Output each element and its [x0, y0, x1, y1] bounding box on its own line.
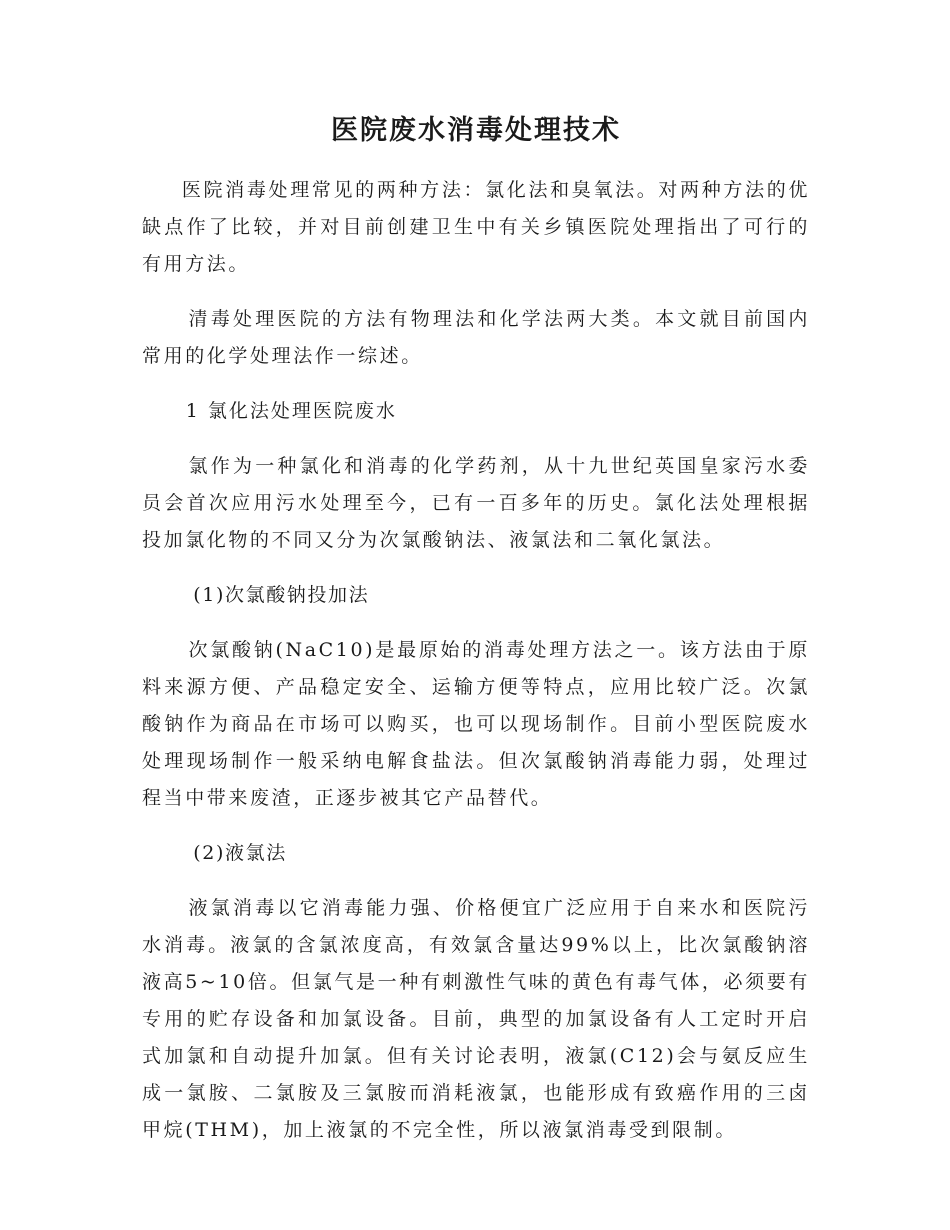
paragraph-chlorination-history: 氯作为一种氯化和消毒的化学药剂，从十九世纪英国皇家污水委员会首次应用污水处理至今，已有一百多年的历史。氯化法处理根据投加氯化物的不同又分为次氯酸钠法、液氯法和二氧化氯法。 [142, 455, 810, 551]
paragraph-methods-overview: 清毒处理医院的方法有物理法和化学法两大类。本文就目前国内常用的化学处理法作一综述。 [142, 308, 810, 367]
subheading-liquid-chlorine: (2)液氯法 [193, 842, 287, 864]
intro-paragraph: 医院消毒处理常见的两种方法：氯化法和臭氧法。对两种方法的优缺点作了比较，并对目前创建卫生中有关乡镇医院处理指出了可行的有用方法。 [142, 179, 810, 275]
section-heading-chlorination: 1 氯化法处理医院废水 [185, 400, 397, 422]
paragraph-sodium-hypochlorite: 次氯酸钠(NaC10)是最原始的消毒处理方法之一。该方法由于原料来源方便、产品稳定安全、运输方便等特点，应用比较广泛。次氯酸钠作为商品在市场可以购买，也可以现场制作。目前小型医院废水处理现场制作一般采纳电解食盐法。但次氯酸钠消毒能力弱，处理过程当中带来废渣，正逐步被其它产品替代。 [142, 639, 810, 809]
document-title: 医院废水消毒处理技术 [331, 115, 621, 146]
subheading-sodium-hypochlorite: (1)次氯酸钠投加法 [193, 584, 370, 606]
paragraph-liquid-chlorine: 液氯消毒以它消毒能力强、价格便宜广泛应用于自来水和医院污水消毒。液氯的含氯浓度高，有效氯含量达99%以上，比次氯酸钠溶液高5~10倍。但氯气是一种有刺激性气味的黄色有毒气体，必须要有专用的贮存设备和加氯设备。目前，典型的加氯设备有人工定时开启式加氯和自动提升加氯。但有关讨论表明，液氯(C12)会与氨反应生成一氯胺、二氯胺及三氯胺而消耗液氯，也能形成有致癌作用的三卤甲烷(THM)，加上液氯的不完全性，所以液氯消毒受到限制。 [142, 897, 810, 1141]
